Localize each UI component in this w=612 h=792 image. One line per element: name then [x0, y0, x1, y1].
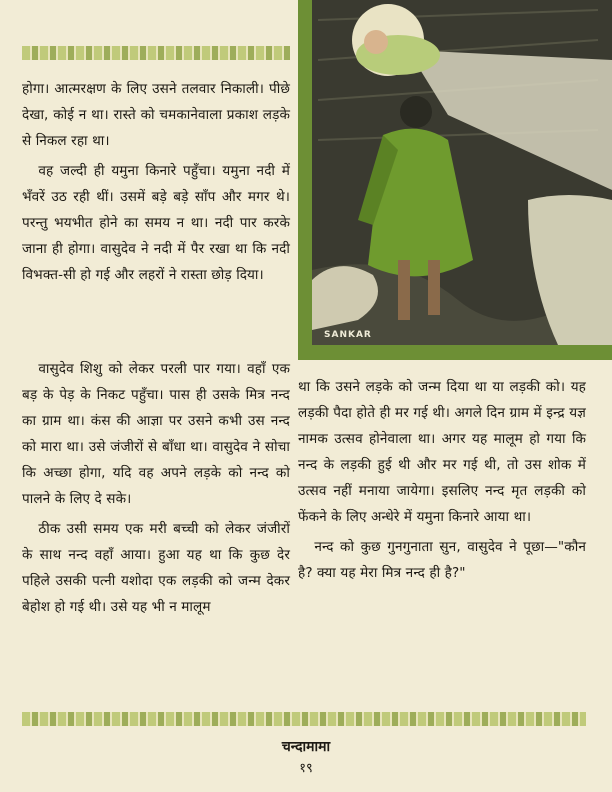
- paragraph: था कि उसने लड़के को जन्म दिया था या लड़की को। यह लड़की पैदा होते ही मर गई थी। अगले दिन ग्राम में इन्द्र यज्ञ नामक उत्सव होनेवाला था। अगर यह मालूम हो गया कि नन्द के लड़की हुई थी और मर गई थी, तो उस शोक में उत्सव नहीं मनाया जायेगा। इसलिए नन्द मृत लड़की को फेंकने के लिए अन्धेरे में यमुना किनारे आया था।: [298, 379, 586, 525]
- left-column-bottom: [22, 356, 290, 624]
- figure-leg: [428, 260, 440, 315]
- top-decorative-border: [22, 46, 290, 60]
- artist-signature: SANKAR: [324, 330, 372, 340]
- baby-head: [364, 30, 388, 54]
- page-number: १९: [299, 761, 313, 776]
- paragraph: होगा। आत्मरक्षण के लिए उसने तलवार निकाली। पीछे देखा, कोई न था। रास्ते को चमकानेवाला प्रकाश लड़के से निकल रहा था।: [22, 81, 290, 149]
- paragraph: वह जल्दी ही यमुना किनारे पहुँचा। यमुना नदी में भँवरें उठ रही थीं। उसमें बड़े बड़े साँप और मगर थे। परन्तु भयभीत होने का समय न था। नदी पार करके जाना ही होगा। वासुदेव ने नदी में पैर रखा था कि नदी विभक्त-सी हो गई और लहरों ने रास्ता छोड़ दिया।: [22, 163, 290, 283]
- story-illustration: [298, 0, 612, 360]
- right-column: [298, 374, 586, 590]
- paragraph: नन्द को कुछ गुनगुनाता सुन, वासुदेव ने पूछा—"कौन है? क्या यह मेरा मित्र नन्द ही है?": [298, 539, 586, 581]
- left-column-top: [22, 76, 290, 292]
- paragraph: वासुदेव शिशु को लेकर परली पार गया। वहाँ एक बड़ के पेड़ के निकट पहुँचा। पास ही उसके मित्र नन्द का ग्राम था। कंस की आज्ञा पर उसने कभी उस नन्द को मारा था। उसे जंजीरों से बाँधा था। वासुदेव ने सोचा कि अच्छा होगा, यदि वह अपने लड़के को नन्द को पालने के लिए दे सके।: [22, 361, 290, 507]
- bottom-decorative-border: [22, 712, 586, 726]
- figure-leg: [398, 260, 410, 320]
- illustration-art: [298, 0, 612, 360]
- magazine-title: चन्दामामा: [281, 739, 331, 755]
- figure-head: [400, 96, 432, 128]
- paragraph: ठीक उसी समय एक मरी बच्ची को लेकर जंजीरों के साथ नन्द वहाँ आया। हुआ यह था कि कुछ देर पहिले उसकी पत्नी यशोदा एक लड़की को जन्म देकर बेहोश हो गई थी। उसे यह भी न मालूम: [22, 521, 290, 615]
